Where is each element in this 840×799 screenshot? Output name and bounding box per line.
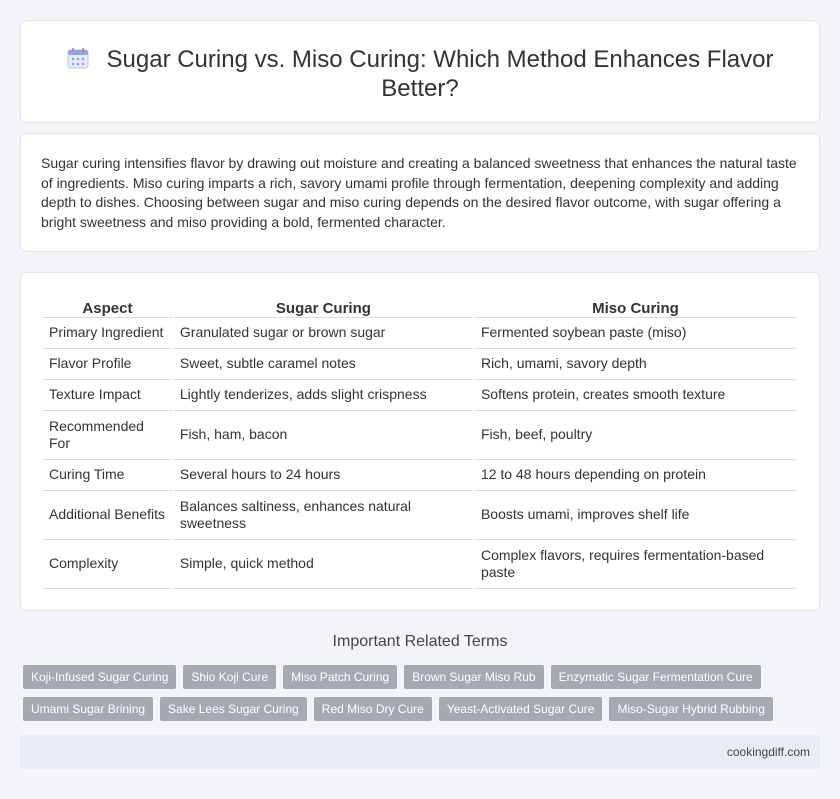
table-row [43, 349, 796, 380]
related-terms-tags [23, 665, 823, 729]
table-cell-sugar: Balances saltiness, enhances natural sweetness [174, 491, 473, 540]
summary-paragraph: Sugar curing intensifies flavor by drawing out moisture and creating a balanced sweetness that enhances the natural taste of ingredients. Miso curing imparts a rich, savory umami profile through fermentation, deepening complexity and adding depth to dishes. Choosing between sugar and miso curing depends on the desired flavor outcome, with sugar offering a bright sweetness and miso providing a bold, fermented character. [41, 155, 797, 230]
header-aspect: Aspect [43, 295, 172, 318]
related-term-tag[interactable]: Shio Koji Cure [183, 665, 276, 689]
related-terms-heading: Important Related Terms [332, 633, 508, 650]
table-cell-aspect: Recommended For [43, 411, 172, 460]
table-cell-miso: Fermented soybean paste (miso) [475, 318, 796, 349]
table-cell-sugar: Granulated sugar or brown sugar [174, 318, 473, 349]
table-cell-aspect: Texture Impact [43, 380, 172, 411]
tag-row [23, 697, 823, 721]
related-term-tag[interactable]: Yeast-Activated Sugar Cure [439, 697, 603, 721]
table-cell-miso: Boosts umami, improves shelf life [475, 491, 796, 540]
table-cell-aspect: Curing Time [43, 460, 172, 491]
table-row [43, 460, 796, 491]
related-term-tag[interactable]: Miso-Sugar Hybrid Rubbing [609, 697, 772, 721]
table-cell-sugar: Sweet, subtle caramel notes [174, 349, 473, 380]
table-cell-miso: Fish, beef, poultry [475, 411, 796, 460]
table-cell-aspect: Flavor Profile [43, 349, 172, 380]
comparison-card [20, 272, 820, 611]
table-header-row [43, 295, 796, 318]
table-cell-sugar: Fish, ham, bacon [174, 411, 473, 460]
table-row [43, 380, 796, 411]
table-row [43, 411, 796, 460]
table-cell-sugar: Lightly tenderizes, adds slight crispness [174, 380, 473, 411]
table-row [43, 540, 796, 589]
related-term-tag[interactable]: Miso Patch Curing [283, 665, 397, 689]
table-cell-aspect: Complexity [43, 540, 172, 589]
table-cell-sugar: Simple, quick method [174, 540, 473, 589]
table-row [43, 491, 796, 540]
related-term-tag[interactable]: Sake Lees Sugar Curing [160, 697, 307, 721]
title-card [20, 20, 820, 123]
related-term-tag[interactable]: Red Miso Dry Cure [314, 697, 432, 721]
table-cell-sugar: Several hours to 24 hours [174, 460, 473, 491]
table-cell-miso: Rich, umami, savory depth [475, 349, 796, 380]
header-sugar-curing: Sugar Curing [174, 295, 473, 318]
summary-card [20, 133, 820, 252]
related-term-tag[interactable]: Brown Sugar Miso Rub [404, 665, 543, 689]
header-miso-curing: Miso Curing [475, 295, 796, 318]
comparison-table [41, 295, 798, 589]
footer [20, 735, 820, 769]
table-cell-miso: 12 to 48 hours depending on protein [475, 460, 796, 491]
table-cell-miso: Softens protein, creates smooth texture [475, 380, 796, 411]
table-row [43, 318, 796, 349]
tag-row [23, 665, 823, 689]
related-term-tag[interactable]: Enzymatic Sugar Fermentation Cure [551, 665, 761, 689]
table-cell-aspect: Primary Ingredient [43, 318, 172, 349]
table-cell-miso: Complex flavors, requires fermentation-based paste [475, 540, 796, 589]
calendar-icon [67, 47, 89, 69]
table-cell-aspect: Additional Benefits [43, 491, 172, 540]
related-term-tag[interactable]: Umami Sugar Brining [23, 697, 153, 721]
related-term-tag[interactable]: Koji-Infused Sugar Curing [23, 665, 176, 689]
page-title-wrap [61, 45, 779, 103]
page-title: Sugar Curing vs. Miso Curing: Which Method Enhances Flavor Better? [106, 46, 774, 102]
footer-site-link[interactable]: cookingdiff.com [726, 745, 810, 759]
